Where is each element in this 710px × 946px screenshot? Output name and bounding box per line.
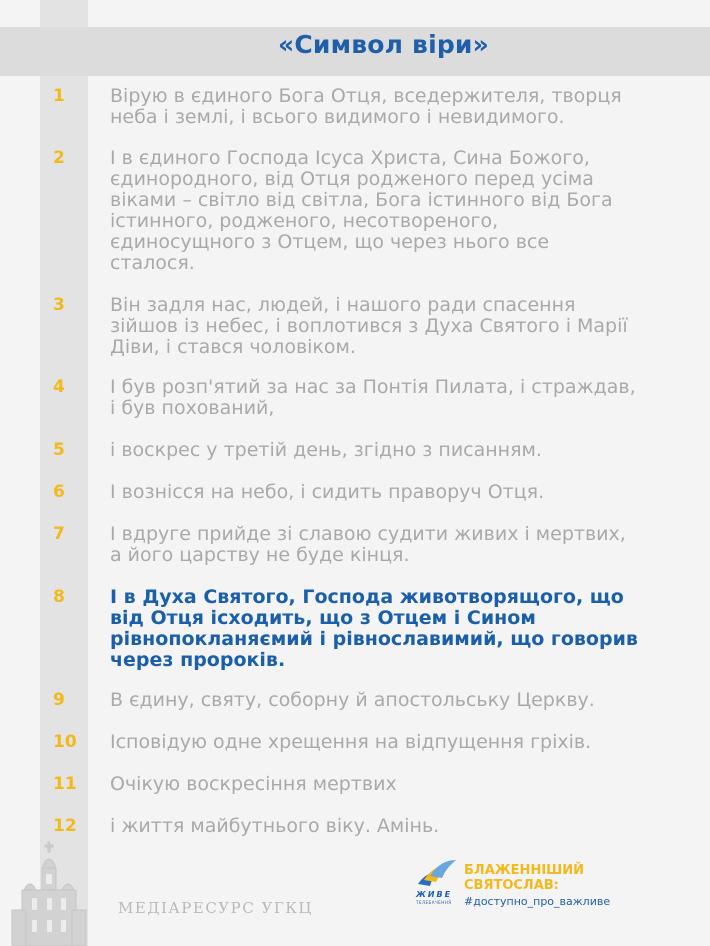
verse-line: і воскрес у третій день, згідно з писанням. [110,439,542,461]
verse-line: Діви, і стався чоловіком. [110,336,356,358]
verse-number: 12 [53,816,77,836]
verse-number: 7 [53,524,65,544]
verse-line: від Отця ісходить, що з Отцем і Сином [110,607,536,629]
verse-line: а його царству не буде кінця. [110,544,410,566]
verse-line: і життя майбутнього віку. Амінь. [110,815,440,837]
verse-text [110,377,690,419]
verse-line: І вознісся на небо, і сидить праворуч Отця. [110,481,545,503]
verse-line: І вдруге прийде зі славою судити живих і мертвих, [110,523,626,545]
mediaresource-label: МЕДІАРЕСУРС УГКЦ [118,899,313,917]
verse-number: 3 [53,295,65,315]
verse-number: 1 [53,86,65,106]
brand-line-2: СВЯТОСЛАВ: [464,878,559,893]
brand-line-1: БЛАЖЕННІШИЙ [464,863,584,878]
church-icon [10,840,90,946]
verse-line: сталося. [110,252,195,274]
verse-line: неба і землі, і всього видимого і невидимого. [110,106,565,128]
logo-subtitle: ТЕЛЕБАЧЕННЯ [416,900,452,905]
verse-line: В єдину, святу, соборну й апостольську Церкву. [110,689,595,711]
logo-wordmark: ЖИВЕ [416,890,453,899]
verse-text [110,295,690,358]
hashtag: #доступно_про_важливе [464,895,611,908]
verse-number: 9 [53,690,65,710]
verse-line: рівнопокланяємий і рівнославимий, що говорив [110,628,638,650]
verse-line: І був розп'ятий за нас за Понтія Пилата, і страждав, [110,376,636,398]
left-stripe [40,0,88,946]
verse-line: єдинородного, від Отця родженого перед усіма [110,168,594,190]
verse-number: 8 [53,587,65,607]
verse-line: і був похований, [110,397,275,419]
verse-text [110,86,690,128]
verse-line: І в Духа Святого, Господа животворящого, що [110,586,624,608]
verse-line: віками – світло від світла, Бога істинного від Бога [110,189,613,211]
verse-line: зійшов із небес, і воплотився з Духа Святого і Марії [110,315,628,337]
verse-text [110,482,690,503]
verse-text [110,440,690,461]
verse-line: Ісповідую одне хрещення на відпущення гріхів. [110,731,592,753]
verse-number: 11 [53,774,77,794]
verse-text [110,774,690,795]
verse-text [110,816,690,837]
verse-line: Очікую воскресіння мертвих [110,773,397,795]
verse-line: істинного, родженого, несотвореного, [110,210,499,232]
verse-text [110,148,690,274]
verse-line: через пророків. [110,649,286,671]
zhyve-logo-icon [414,858,458,890]
verse-text [110,587,690,671]
verse-text [110,690,690,711]
verse-number: 5 [53,440,65,460]
verse-number: 10 [53,732,77,752]
verse-text [110,732,690,753]
verse-number: 2 [53,148,65,168]
verse-line: єдиносущного з Отцем, що через нього все [110,231,550,253]
verse-line: Вірую в єдиного Бога Отця, вседержителя, творця [110,85,622,107]
page-title: «Символ віри» [277,30,489,59]
verse-number: 4 [53,377,65,397]
verse-text [110,524,690,566]
verse-line: Він задля нас, людей, і нашого ради спасення [110,294,576,316]
verse-number: 6 [53,482,65,502]
verse-line: І в єдиного Господа Ісуса Христа, Сина Божого, [110,147,590,169]
